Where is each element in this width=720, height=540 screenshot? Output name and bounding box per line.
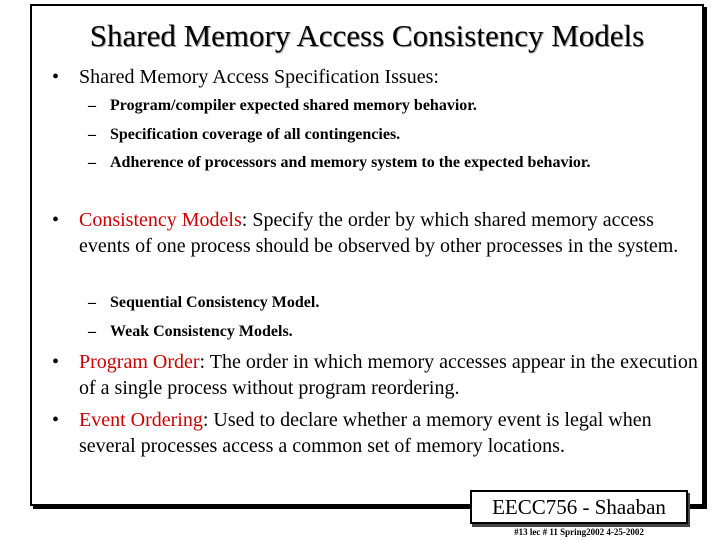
dash-icon: – [88, 126, 96, 143]
bullet-icon: • [52, 209, 60, 231]
term-event-ordering: Event Ordering [79, 409, 203, 431]
bullet-icon: • [52, 66, 60, 88]
subbullet-adherence [88, 150, 648, 202]
slide-title: Shared Memory Access Consistency Models [89, 18, 645, 53]
subbullet-program-compiler [88, 93, 648, 119]
bullet-text [79, 407, 702, 459]
bullet-program-order [52, 349, 702, 401]
bullet-definition: : Used to declare whether a memory event is legal when several processes access a common set of memory locations. [79, 409, 652, 457]
dash-icon: – [88, 294, 96, 311]
course-badge: EECC756 - Shaaban [470, 490, 688, 524]
subbullet-weak [88, 319, 648, 345]
bullet-definition: : Specify the order by which shared memory access events of one process should be observed by other processes in the system. [79, 209, 679, 257]
subbullet-text: Adherence of processors and memory system to the expected behavior. [110, 154, 591, 171]
subbullet-coverage [88, 122, 648, 148]
bullet-event-ordering [52, 407, 702, 485]
slide-footer: #13 lec # 11 Spring2002 4-25-2002 [514, 527, 644, 537]
term-program-order: Program Order [79, 351, 200, 373]
dash-icon: – [88, 323, 96, 340]
bullet-definition: : The order in which memory accesses appear in the execution of a single process without program reordering. [79, 351, 698, 399]
subbullet-text: Sequential Consistency Model. [110, 294, 320, 311]
dash-icon: – [88, 154, 96, 171]
subbullet-text: Specification coverage of all contingencies. [110, 126, 401, 143]
bullet-specification-issues [52, 64, 702, 90]
dash-icon: – [88, 97, 96, 114]
subbullet-sequential [88, 290, 648, 316]
subbullet-text: Program/compiler expected shared memory behavior. [110, 97, 477, 114]
bullet-icon: • [52, 409, 60, 431]
bullet-consistency-models [52, 207, 702, 285]
subbullet-text: Weak Consistency Models. [110, 323, 293, 340]
bullet-text: Shared Memory Access Specification Issues: [79, 66, 439, 88]
term-consistency-models: Consistency Models [79, 209, 242, 231]
bullet-icon: • [52, 351, 60, 373]
bullet-text [79, 207, 702, 259]
bullet-text [79, 349, 702, 401]
